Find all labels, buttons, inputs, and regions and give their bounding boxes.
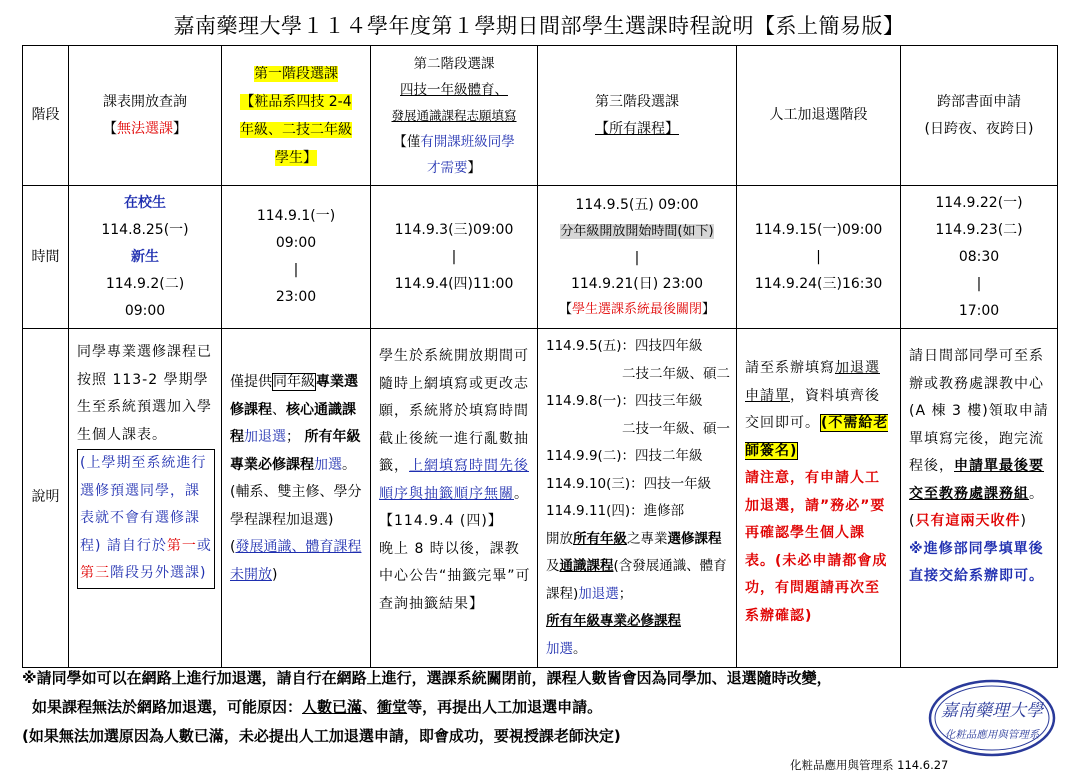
time-value: 114.9.21(日) 23:00	[570, 275, 704, 292]
time-group-label: 在校生	[124, 194, 166, 211]
time-cell-1	[69, 186, 222, 329]
no-signature-note: (不需給老師簽名)	[745, 415, 889, 459]
grade-schedule: 114.9.8(一)：四技三年級	[546, 393, 703, 409]
time-separator: |	[816, 248, 821, 265]
desc-cell-6	[901, 329, 1058, 668]
reason-full: 人數已滿	[302, 698, 363, 716]
stage-name: 人工加退選階段	[769, 107, 868, 123]
desc-text: )	[272, 566, 278, 583]
desc-text: 。	[573, 640, 587, 657]
description-row	[23, 329, 1058, 668]
time-value: 114.9.4(四)11:00	[394, 275, 514, 292]
footnote-text: 、	[362, 698, 378, 716]
only-two-days-note: 只有這兩天收件	[915, 513, 1021, 529]
desc-text: 請日間部同學可至系辦或教務處課教中心(A 棟 3 樓)領取申請單填寫完後，跑完流程後，	[909, 348, 1049, 474]
desc-text: 晚上 8 時以後，課教中心公告“抽籤完畢”可查詢抽籤結果】	[379, 540, 531, 612]
stage-scope: 【所有課程】	[595, 120, 679, 137]
system-close-text: 學生選課系統最後關閉	[571, 301, 702, 317]
form-name: 加退選申請單	[745, 360, 880, 404]
desc-cell-1	[69, 329, 222, 668]
grade-schedule: 二技二年級、碩二	[622, 365, 730, 382]
grade-schedule: 114.9.9(二)：四技二年級	[546, 448, 703, 464]
stage-scope: 學生】	[275, 149, 317, 166]
bracket: 】	[702, 301, 716, 317]
desc-action: 加退選	[244, 429, 286, 445]
time-value: 09:00	[124, 302, 166, 319]
stage-scope: 【粧品系四技 2-4	[240, 93, 352, 110]
footnote-3: (如果無法加選原因為人數已滿，未必提出人工加退選申請，即會成功，要視授課老師決定)	[22, 727, 621, 745]
not-open-note: 發展通識、體育課程未開放	[230, 539, 362, 583]
stage-cell-1	[69, 46, 222, 186]
desc-text: ；	[286, 429, 300, 445]
grade-schedule: 114.9.11(四)：進修部	[546, 503, 685, 519]
stage-name: 第二階段選課	[413, 55, 495, 72]
row-label-stage: 階段	[23, 46, 69, 186]
time-cell-5	[737, 186, 901, 329]
bracket: 】	[173, 120, 187, 137]
desc-text: ，資料填齊後交回即可。	[745, 387, 880, 431]
desc-emph: 專業選修課程	[230, 374, 358, 418]
stage-name: 第三階段選課	[595, 93, 679, 110]
grade-schedule: 二技一年級、碩一	[622, 420, 730, 437]
time-cell-2	[222, 186, 371, 329]
stage-cell-4	[538, 46, 737, 186]
warning-text: 請注意，有申請人工加退選，請”務必”要再確認學生個人課表。(未必申請都會成功，有問題請再次至系辦確認)	[745, 470, 888, 624]
bracket-text: 】	[467, 159, 481, 176]
desc-date: 【114.9.4 (四)】	[379, 513, 503, 529]
desc-action: 加退選	[578, 585, 619, 602]
time-value: 114.9.3(三)09:00	[394, 221, 514, 238]
stage-ref-third: 第三	[80, 565, 110, 581]
time-value: 17:00	[958, 302, 1000, 319]
desc-text: 。	[514, 485, 529, 502]
desc-emph: 核心通識課程	[230, 401, 356, 445]
time-value: 114.9.15(一)09:00	[754, 221, 883, 238]
desc-text: 請至系辦填寫	[745, 360, 835, 376]
desc-text: )	[1020, 513, 1027, 529]
desc-text: 僅提供	[230, 374, 272, 390]
page-title: 嘉南藥理大學１１４學年度第１學期日間部學生選課時程說明【系上簡易版】	[173, 14, 905, 38]
desc-action: 加選	[546, 640, 573, 657]
desc-emph: 選修課程	[667, 530, 722, 547]
schedule-table	[22, 45, 1058, 668]
time-value: 114.9.1(一)	[256, 208, 336, 224]
time-note-wrap	[542, 218, 732, 245]
desc-text: 。	[342, 456, 356, 473]
stage-ref-first: 第一	[166, 537, 197, 554]
desc-boxed-note	[77, 449, 215, 589]
row-label-time: 時間	[23, 186, 69, 329]
order-note: 上網填寫時間先後順序與抽籤順序無關	[379, 458, 529, 502]
stage-note-blue: 有開課班級同學	[420, 133, 515, 150]
bracket: 【	[558, 301, 572, 317]
bracket: 【	[103, 120, 117, 137]
desc-text: 、	[272, 401, 286, 418]
footnote-1: ※請同學如可以在網路上進行加退選，請自行在網路上進行，選課系統關閉前，課程人數皆會因為同學加、退選隨時改變，	[22, 669, 832, 687]
desc-cell-5	[737, 329, 901, 668]
time-cell-6	[901, 186, 1058, 329]
time-separator: |	[293, 262, 299, 278]
time-value: 114.9.24(三)16:30	[754, 275, 883, 292]
desc-text: 學生於系統開放期間可隨時上網填寫或更改志願，系統將於填寫時間截止後統一進行亂數抽籤，	[379, 348, 529, 474]
desc-text: 。(	[909, 485, 1044, 529]
stamp-bottom-text: 化粧品應用與管理系	[944, 729, 1040, 741]
footnote-text: 如果課程無法於網路加退選，可能原因：	[32, 698, 303, 716]
desc-cell-2	[222, 329, 371, 668]
desc-emph: 所有年級	[573, 530, 627, 547]
no-selection-note: 無法選課	[117, 120, 173, 137]
row-label-desc: 說明	[23, 329, 69, 668]
desc-paragraph	[546, 526, 730, 609]
stage-scope: 四技一年級體育、	[400, 81, 508, 98]
time-separator: |	[634, 249, 640, 266]
footnotes	[22, 664, 1062, 751]
stage-note-blue: 才需要	[427, 159, 468, 176]
desc-cell-3	[371, 329, 538, 668]
time-separator: |	[976, 275, 982, 292]
stage-name: 跨部書面申請	[937, 93, 1021, 110]
time-row	[23, 186, 1058, 329]
grade-schedule: 114.9.10(三)：四技一年級	[546, 475, 712, 492]
desc-text: 開放	[546, 530, 573, 547]
stage-note	[375, 129, 533, 155]
grade-schedule: 114.9.5(五)：四技四年級	[546, 338, 703, 354]
time-cell-4	[538, 186, 737, 329]
boxed-text: 或	[196, 537, 212, 554]
stage-row	[23, 46, 1058, 186]
desc-text: (含發展通識、體育課程)	[546, 558, 727, 602]
time-group-label: 新生	[131, 248, 159, 265]
boxed-text: (上學期至系統進行選修預選同學，課表就不會有選修課程) 請自行於	[80, 455, 207, 554]
desc-action: 加選	[314, 456, 342, 473]
stamp-top-text: 嘉南藥理大學	[941, 701, 1043, 721]
footnote-text: 等，再提出人工加退選申請。	[407, 698, 603, 716]
time-value: 114.9.23(二)	[935, 221, 1023, 238]
desc-text: 及	[546, 558, 560, 574]
stage-cell-2	[222, 46, 371, 186]
bracket-text: 【僅	[393, 133, 421, 150]
stage-note	[375, 155, 533, 181]
stage-cell-6	[901, 46, 1058, 186]
system-close-note	[542, 297, 732, 323]
desc-text: (	[230, 539, 236, 555]
reason-conflict: 衝堂	[377, 698, 408, 716]
desc-cell-4	[538, 329, 737, 668]
stage-scope: (日跨夜、夜跨日)	[924, 120, 1034, 137]
desc-paragraph	[546, 636, 730, 664]
desc-emph: 所有年級專業必修課程	[546, 613, 681, 629]
desc-text: (輔系、雙主修、學分學程課程加退選)	[230, 484, 362, 528]
evening-division-note: ※進修部同學填單後直接交給系辦即可。	[909, 540, 1044, 584]
time-value: 23:00	[275, 289, 317, 305]
desc-text: 同學專業選修課程已按照 113-2 學期學生至系統預選加入學生個人課表。	[77, 344, 212, 443]
stage-scope: 年級、二技二年級	[240, 121, 352, 138]
desc-emph: 通識課程	[559, 558, 614, 574]
desc-emph: 申請單最後要交至教務處課務組	[909, 458, 1044, 502]
desc-text: 之專業	[627, 530, 668, 547]
grade-opening-note: 分年級開放開始時間(如下)	[560, 223, 714, 239]
boxed-text: 階段另外選課)	[110, 565, 207, 581]
desc-text: ；	[618, 585, 633, 602]
stage-cell-3	[371, 46, 538, 186]
department-date: 化粧品應用與管理系 114.6.27	[790, 758, 949, 772]
time-value: 114.9.2(二)	[105, 275, 185, 292]
time-cell-3	[371, 186, 538, 329]
university-seal-stamp	[927, 678, 1057, 758]
time-value: 114.9.22(一)	[935, 194, 1023, 211]
same-grade-box: 同年級	[273, 374, 315, 390]
time-separator: |	[451, 248, 457, 265]
footnote-2	[22, 693, 1062, 722]
time-value: 114.8.25(一)	[101, 221, 189, 238]
stage-cell-5	[737, 46, 901, 186]
stage-scope: 發展通識課程志願填寫	[391, 107, 517, 123]
time-value: 09:00	[275, 235, 317, 251]
stage-name: 第一階段選課	[254, 65, 338, 82]
time-value: 114.9.5(五) 09:00	[575, 196, 699, 213]
stage-name: 課表開放查詢	[103, 93, 187, 110]
time-value: 08:30	[958, 248, 1000, 265]
desc-emph: 所有年級專業必修課程	[230, 429, 361, 473]
